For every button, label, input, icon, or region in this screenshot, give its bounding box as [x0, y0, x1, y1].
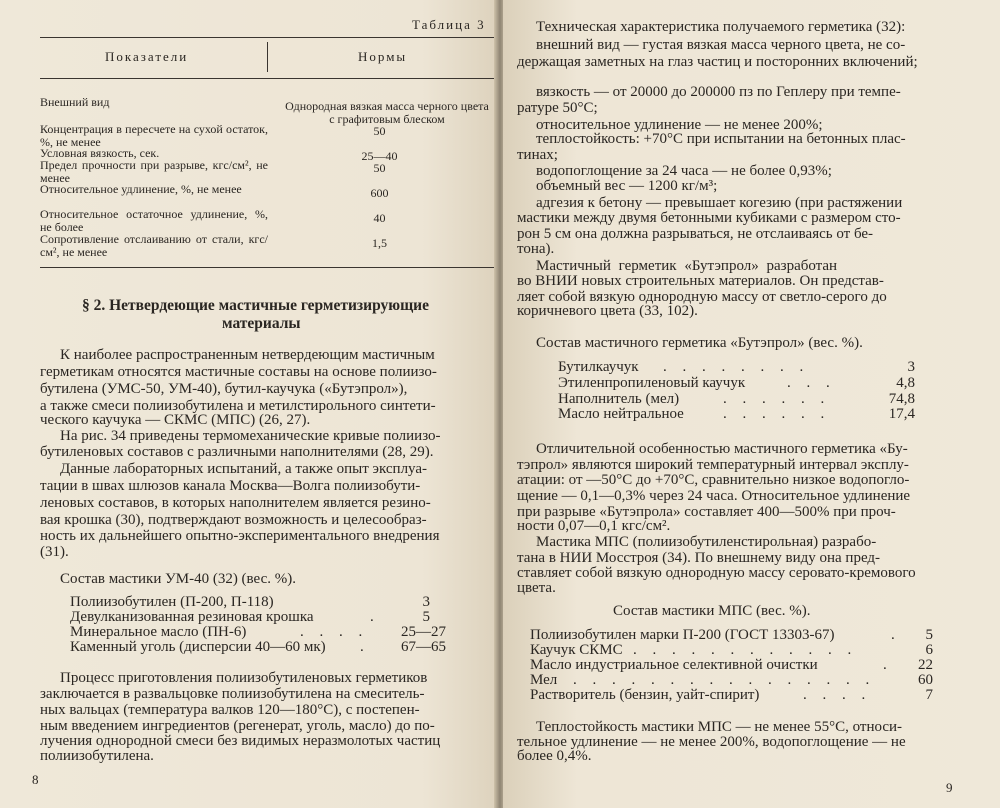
paragraph-line: а также смеси полиизобутилена и метилстирольного синтети-	[40, 398, 436, 414]
paragraph-line: ставляет собой вязкую однородную массу серовато-кремового	[517, 565, 916, 581]
recipe-title: Состав мастики УМ-40 (32) (вес. %).	[60, 571, 296, 587]
ingredient-name: Каучук СКМС	[530, 642, 623, 658]
ingredient-name: Растворитель (бензин, уайт-спирит)	[530, 687, 760, 703]
right-page	[503, 0, 1000, 808]
paragraph-line: адгезия к бетону — превышает когезию (при растяжении	[536, 195, 903, 211]
paragraph-line: объемный вес — 1200 кг/м³;	[536, 178, 718, 194]
table-row-label: Предел прочности при разрыве, кгс/см², не менее	[40, 158, 268, 185]
table-row-value: 50	[373, 161, 386, 175]
ingredient-amount: 5	[925, 627, 933, 643]
paragraph-line: тана в НИИ Мосстроя (34). По внешнему виду она пред-	[517, 550, 881, 566]
ingredient-name: Полиизобутилен марки П-200 (ГОСТ 13303-67)	[530, 627, 835, 643]
ingredient-name: Мел	[530, 672, 558, 688]
paragraph-line: полиизобутилена.	[40, 748, 154, 764]
ingredient-amount: 3	[422, 594, 430, 610]
leader-dots: . . . . . . . .	[663, 359, 810, 375]
table-row-label: Относительное удлинение, %, не менее	[40, 182, 242, 196]
paragraph-line: относительное удлинение — не менее 200%;	[536, 117, 823, 133]
table-row-value: 50	[373, 124, 386, 138]
ingredient-name: Минеральное масло (ПН-6)	[70, 624, 247, 640]
ingredient-amount: 3	[907, 359, 915, 375]
paragraph-line: вая крошка (30), подтверждают возможность и целесообраз-	[40, 512, 427, 528]
table-row-label: Сопротивление отслаиванию от стали, кгс/см², не менее	[40, 232, 268, 259]
paragraph-line: держащая заметных на глаз частиц и посторонних включений;	[517, 54, 918, 70]
page-number: 8	[32, 772, 39, 787]
paragraph-line: внешний вид — густая вязкая масса черного цвета, не со-	[536, 37, 906, 53]
paragraph-line: Мастичный герметик «Бутэпрол» разработан	[536, 258, 838, 274]
paragraph-line: тэпрол» являются широкий температурный интервал эксплу-	[517, 457, 909, 473]
paragraph-line: ность их дальнейшего опытно-экспериментального внедрения	[40, 528, 440, 544]
paragraph-line: при разрыве «Бутэпрола» составляет 400—500% при проч-	[517, 504, 896, 520]
leader-dots: . . . .	[803, 687, 872, 703]
ingredient-name: Этиленпропиленовый каучук	[558, 375, 746, 391]
ingredient-name: Масло нейтральное	[558, 406, 684, 422]
paragraph-line: ляет собой вязкую однородную массу от светло-серого до	[517, 289, 887, 305]
paragraph-line: мастики между двумя бетонными кубиками с размером сто-	[517, 210, 901, 226]
paragraph-line: вязкость — от 20000 до 200000 пз по Геплеру при темпе-	[536, 84, 901, 100]
paragraph-line: Мастика МПС (полиизобутиленстирольная) разрабо-	[536, 534, 877, 550]
paragraph-line: бутиленовых составов с различными наполнителями (28, 29).	[40, 444, 434, 460]
paragraph-line: тона).	[517, 241, 555, 257]
table-row-value: 40	[373, 211, 386, 225]
table-header-rule	[40, 78, 495, 79]
ingredient-amount: 67—65	[401, 639, 446, 655]
table-header-divider	[267, 42, 268, 72]
paragraph-line: тельное удлинение — не менее 200%, водопоглощение — не	[517, 734, 906, 750]
paragraph-line: коричневого цвета (33, 102).	[517, 303, 698, 319]
leader-dots: . . .	[787, 375, 836, 391]
table-row-value: 1,5	[372, 236, 387, 250]
paragraph-line: Данные лабораторных испытаний, а также опыт эксплуа-	[60, 461, 428, 477]
table-top-rule	[40, 37, 495, 38]
paragraph-line: На рис. 34 приведены термомеханические кривые полиизо-	[60, 428, 441, 444]
table-row-label: Относительное остаточное удлинение, %, не более	[40, 207, 268, 234]
leader-dots: . . . . . . . . . . . . . . . .	[573, 672, 876, 688]
paragraph-line: ратуре 50°С;	[517, 100, 598, 116]
leader-dots: .	[360, 639, 370, 655]
leader-dots: .	[891, 627, 901, 643]
paragraph-line: герметикам относятся мастичные составы на основе полиизо-	[40, 364, 437, 380]
paragraph-line: тации в швах шлюзов канала Москва—Волга полиизобути-	[40, 478, 421, 494]
ingredient-amount: 60	[918, 672, 933, 688]
table-header-indicators: Показатели	[105, 49, 189, 64]
ingredient-amount: 4,8	[896, 375, 915, 391]
paragraph-line: тинах;	[517, 147, 558, 163]
ingredient-name: Наполнитель (мел)	[558, 391, 680, 407]
page-number: 9	[946, 780, 953, 795]
paragraph-line: леновых составов, в которых наполнителем является резино-	[40, 495, 431, 511]
ingredient-amount: 25—27	[401, 624, 446, 640]
paragraph-line: теплостойкость: +70°С при испытании на бетонных плас-	[536, 131, 906, 147]
paragraph-line: бутилена (УМС-50, УМ-40), бутил-каучука («Бутэпрол»),	[40, 381, 408, 397]
ingredient-amount: 22	[918, 657, 933, 673]
table-row-label: Концентрация в пересчете на сухой остаток, %, не менее	[40, 122, 268, 149]
leader-dots: .	[370, 609, 380, 625]
ingredient-amount: 17,4	[888, 406, 915, 422]
ingredient-amount: 5	[422, 609, 430, 625]
table-caption: Таблица 3	[412, 17, 486, 32]
table-bottom-rule	[40, 267, 495, 268]
paragraph-line: водопоглощение за 24 часа — не более 0,93%;	[536, 163, 832, 179]
table-row-label: Внешний вид	[40, 95, 110, 109]
paragraph-line: Процесс приготовления полиизобутиленовых герметиков	[60, 670, 428, 686]
ingredient-name: Масло индустриальное селективной очистки	[530, 657, 818, 673]
paragraph-line: цвета.	[517, 580, 556, 596]
ingredient-amount: 7	[925, 687, 933, 703]
paragraph-line: во ВНИИ новых строительных материалов. Он представ-	[517, 273, 884, 289]
paragraph-line: К наиболее распространенным нетвердеющим мастичным	[60, 347, 435, 363]
paragraph-line: заключается в развальцовке полиизобутилена на смеситель-	[40, 686, 425, 702]
ingredient-name: Бутилкаучук	[558, 359, 639, 375]
section-title-cont: материалы	[222, 315, 301, 332]
paragraph-line: (31).	[40, 544, 69, 560]
paragraph-line: атации: от —50°С до +70°С, сравнительно низкое водопогло-	[517, 472, 910, 488]
ingredient-amount: 74,8	[888, 391, 915, 407]
table-row-value: 600	[370, 186, 389, 200]
paragraph-line: более 0,4%.	[517, 748, 592, 764]
leader-dots: .	[883, 657, 893, 673]
recipe-title: Состав мастики МПС (вес. %).	[613, 603, 811, 619]
table-row-value: Однородная вязкая масса черного цвета с графитовым блеском	[285, 99, 489, 126]
paragraph-line: Техническая характеристика получаемого герметика (32):	[536, 19, 906, 35]
table-row-value: 25—40	[361, 149, 398, 163]
paragraph-line: щение — 0,1—0,3% через 24 часа. Относительное удлинение	[517, 488, 911, 504]
section-title: § 2. Нетвердеющие мастичные герметизирующие	[82, 297, 429, 314]
ingredient-name: Девулканизованная резиновая крошка	[70, 609, 314, 625]
left-page	[0, 0, 497, 808]
table-header-norms: Нормы	[358, 49, 408, 64]
paragraph-line: ческого каучука — СКМС (МПС) (26, 27).	[40, 412, 311, 428]
leader-dots: . . . . . . . . . . . .	[633, 642, 858, 658]
table-row-label: Условная вязкость, сек.	[40, 146, 160, 160]
recipe-title: Состав мастичного герметика «Бутэпрол» (вес. %).	[536, 335, 863, 351]
paragraph-line: Теплостойкость мастики МПС — не менее 55°С, относи-	[536, 719, 903, 735]
ingredient-amount: 6	[925, 642, 933, 658]
leader-dots: . . . .	[300, 624, 369, 640]
paragraph-line: ности 0,07—0,1 кгс/см².	[517, 518, 671, 534]
paragraph-line: ных вальцах (температура валков 120—180°С), с постепен-	[40, 702, 420, 718]
paragraph-line: рон 5 см она должна разрываться, не отслаиваясь от бе-	[517, 226, 874, 242]
ingredient-name: Каменный уголь (дисперсии 40—60 мк)	[70, 639, 326, 655]
paragraph-line: лучения однородной смеси без видимых неразмолотых частиц	[40, 733, 441, 749]
ingredient-name: Полиизобутилен (П-200, П-118)	[70, 594, 274, 610]
leader-dots: . . . . . .	[723, 391, 831, 407]
paragraph-line: ным введением ингредиентов (регенерат, уголь, масло) до по-	[40, 718, 435, 734]
leader-dots: . . . . . .	[723, 406, 831, 422]
paragraph-line: Отличительной особенностью мастичного герметика «Бу-	[536, 441, 908, 457]
